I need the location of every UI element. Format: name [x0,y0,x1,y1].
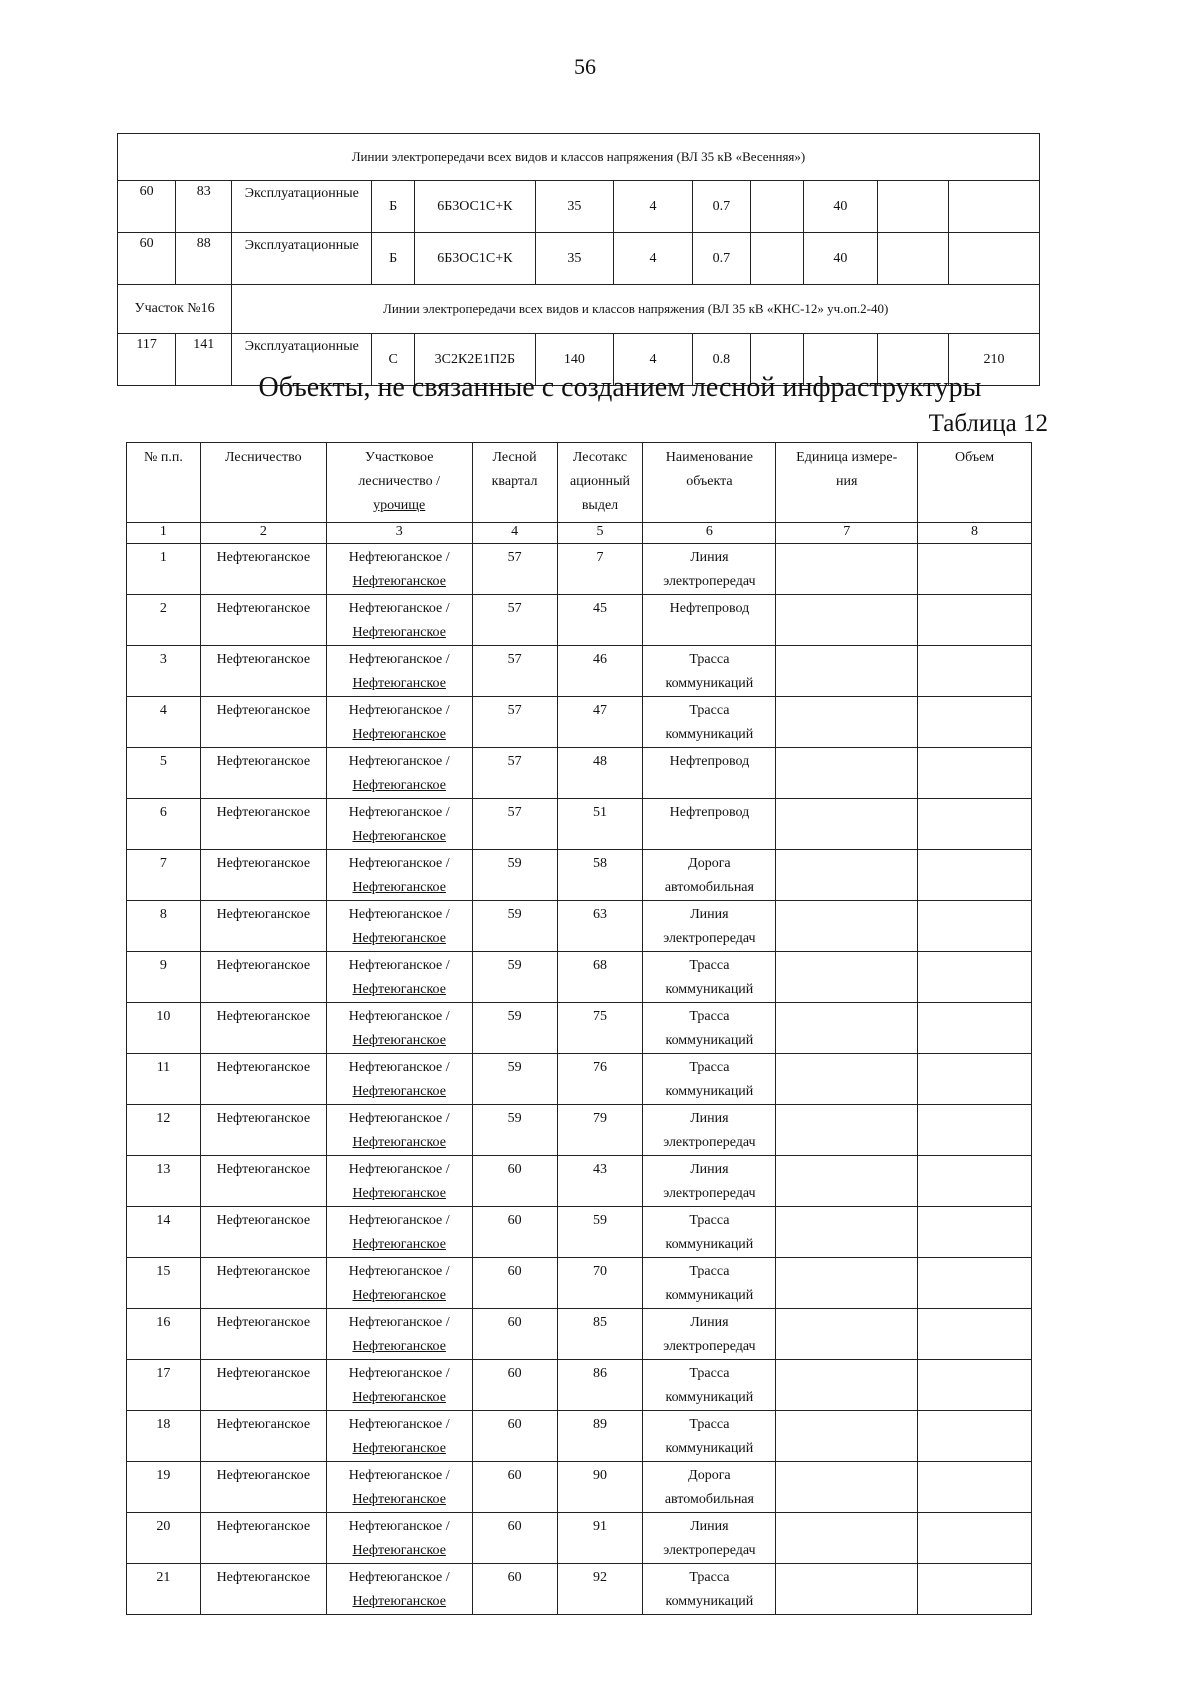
row-object: Трасса коммуникаций [643,1564,776,1615]
cell-plot: 83 [176,181,232,233]
cell-empty [877,233,948,285]
row-number: 14 [127,1207,201,1258]
row-district: Нефтеюганское / Нефтеюганское [326,1003,472,1054]
continuation-header-cell: Линии электропередачи всех видов и классов напряжения (ВЛ 35 кВ «Весенняя») [118,134,1040,181]
row-volume [918,1411,1032,1462]
cell-category: Эксплуатационные [232,334,372,386]
row-number: 12 [127,1105,201,1156]
table-row [127,1258,1032,1309]
row-forestry: Нефтеюганское [200,1513,326,1564]
row-unit [776,544,918,595]
header-district: Участковое лесничество / урочище [326,443,472,523]
row-plot: 75 [557,1003,643,1054]
table-row [127,1309,1032,1360]
row-forestry: Нефтеюганское [200,1207,326,1258]
row-quarter: 60 [472,1411,557,1462]
row-number: 19 [127,1462,201,1513]
cell-quarter: 60 [118,181,176,233]
row-volume [918,952,1032,1003]
cell-category: Эксплуатационные [232,233,372,285]
row-district: Нефтеюганское / Нефтеюганское [326,1360,472,1411]
table-row [127,1105,1032,1156]
row-object: Трасса коммуникаций [643,646,776,697]
row-volume [918,544,1032,595]
row-unit [776,697,918,748]
row-object: Трасса коммуникаций [643,1003,776,1054]
column-number: 2 [200,523,326,544]
row-district: Нефтеюганское / Нефтеюганское [326,1054,472,1105]
cell-empty [750,181,803,233]
row-unit [776,1156,918,1207]
header-unit: Единица измере- ния [776,443,918,523]
table-row [127,1360,1032,1411]
cell-total [949,233,1040,285]
row-plot: 63 [557,901,643,952]
row-district: Нефтеюганское / Нефтеюганское [326,1105,472,1156]
row-volume [918,850,1032,901]
row-forestry: Нефтеюганское [200,1411,326,1462]
row-quarter: 60 [472,1258,557,1309]
row-object: Дорога автомобильная [643,850,776,901]
continuation-row [118,181,1040,233]
table-row [127,799,1032,850]
row-volume [918,748,1032,799]
row-district: Нефтеюганское / Нефтеюганское [326,1309,472,1360]
row-plot: 47 [557,697,643,748]
row-volume [918,1258,1032,1309]
column-number: 4 [472,523,557,544]
cell-class: 4 [614,334,693,386]
cell-quarter: 117 [118,334,176,386]
row-unit [776,799,918,850]
table-row [127,1003,1032,1054]
row-forestry: Нефтеюганское [200,1054,326,1105]
row-unit [776,1513,918,1564]
row-plot: 68 [557,952,643,1003]
row-object: Дорога автомобильная [643,1462,776,1513]
row-unit [776,748,918,799]
row-district: Нефтеюганское / Нефтеюганское [326,646,472,697]
row-plot: 59 [557,1207,643,1258]
row-quarter: 57 [472,748,557,799]
row-quarter: 59 [472,1054,557,1105]
row-volume [918,1156,1032,1207]
cell-group: Б [372,233,415,285]
table-row [127,901,1032,952]
row-forestry: Нефтеюганское [200,748,326,799]
section-label: Участок №16 [118,285,232,334]
row-number: 5 [127,748,201,799]
row-plot: 86 [557,1360,643,1411]
objects-table [126,442,1032,1615]
cell-plot: 88 [176,233,232,285]
row-quarter: 60 [472,1207,557,1258]
cell-value: 40 [804,181,878,233]
cell-quarter: 60 [118,233,176,285]
cell-composition: 3С2К2Е1П2Б [415,334,535,386]
cell-age: 140 [535,334,614,386]
table-row [127,1156,1032,1207]
row-number: 1 [127,544,201,595]
row-forestry: Нефтеюганское [200,1462,326,1513]
table-row [127,1564,1032,1615]
section-title: Объекты, не связанные с созданием лесной инфраструктуры [258,372,982,403]
table-row [127,544,1032,595]
row-number: 20 [127,1513,201,1564]
row-district: Нефтеюганское / Нефтеюганское [326,952,472,1003]
table-row [127,748,1032,799]
row-number: 15 [127,1258,201,1309]
row-number: 2 [127,595,201,646]
table-header-row [127,443,1032,523]
header-object: Наименование объекта [643,443,776,523]
row-volume [918,1003,1032,1054]
column-number: 8 [918,523,1032,544]
row-volume [918,1513,1032,1564]
row-plot: 90 [557,1462,643,1513]
row-volume [918,1564,1032,1615]
row-district: Нефтеюганское / Нефтеюганское [326,1258,472,1309]
row-plot: 51 [557,799,643,850]
row-volume [918,697,1032,748]
row-forestry: Нефтеюганское [200,850,326,901]
cell-group: С [372,334,415,386]
cell-empty [877,181,948,233]
row-volume [918,1054,1032,1105]
row-object: Линия электропередач [643,1513,776,1564]
row-quarter: 59 [472,850,557,901]
row-volume [918,901,1032,952]
table-body [127,544,1032,1615]
row-plot: 89 [557,1411,643,1462]
row-object: Линия электропередач [643,1156,776,1207]
table-row [127,595,1032,646]
table-row [127,1207,1032,1258]
row-volume [918,1462,1032,1513]
row-number: 7 [127,850,201,901]
row-plot: 91 [557,1513,643,1564]
row-number: 6 [127,799,201,850]
row-quarter: 60 [472,1360,557,1411]
column-number: 1 [127,523,201,544]
row-district: Нефтеюганское / Нефтеюганское [326,595,472,646]
row-plot: 45 [557,595,643,646]
header-plot: Лесотакс ационный выдел [557,443,643,523]
column-number: 3 [326,523,472,544]
row-district: Нефтеюганское / Нефтеюганское [326,1564,472,1615]
row-unit [776,1309,918,1360]
row-district: Нефтеюганское / Нефтеюганское [326,1513,472,1564]
cell-value: 40 [804,233,878,285]
page-number: 56 [574,54,596,79]
column-number: 5 [557,523,643,544]
table-label: Таблица 12 [928,410,1048,437]
cell-empty [750,233,803,285]
row-unit [776,850,918,901]
row-forestry: Нефтеюганское [200,1258,326,1309]
row-unit [776,595,918,646]
row-forestry: Нефтеюганское [200,799,326,850]
row-quarter: 59 [472,1105,557,1156]
row-number: 13 [127,1156,201,1207]
row-district: Нефтеюганское / Нефтеюганское [326,1462,472,1513]
cell-composition: 6Б3ОС1С+К [415,233,535,285]
row-forestry: Нефтеюганское [200,646,326,697]
row-district: Нефтеюганское / Нефтеюганское [326,901,472,952]
row-forestry: Нефтеюганское [200,952,326,1003]
row-number: 16 [127,1309,201,1360]
row-unit [776,646,918,697]
row-unit [776,901,918,952]
row-number: 11 [127,1054,201,1105]
header-quarter: Лесной квартал [472,443,557,523]
row-unit [776,1207,918,1258]
cell-plot: 141 [176,334,232,386]
row-unit [776,952,918,1003]
row-plot: 79 [557,1105,643,1156]
row-quarter: 60 [472,1462,557,1513]
row-number: 18 [127,1411,201,1462]
table-row [127,646,1032,697]
cell-total [949,181,1040,233]
row-forestry: Нефтеюганское [200,1105,326,1156]
row-volume [918,646,1032,697]
row-volume [918,1105,1032,1156]
row-unit [776,1258,918,1309]
row-district: Нефтеюганское / Нефтеюганское [326,799,472,850]
row-unit [776,1003,918,1054]
row-plot: 58 [557,850,643,901]
table-row [127,1462,1032,1513]
cell-density: 0.7 [692,181,750,233]
column-number: 7 [776,523,918,544]
row-plot: 7 [557,544,643,595]
cell-density: 0.8 [692,334,750,386]
row-unit [776,1360,918,1411]
table-row [127,952,1032,1003]
row-quarter: 57 [472,544,557,595]
continuation-header-row [118,134,1040,181]
header-forestry: Лесничество [200,443,326,523]
row-quarter: 57 [472,595,557,646]
row-volume [918,595,1032,646]
row-district: Нефтеюганское / Нефтеюганское [326,1207,472,1258]
row-quarter: 57 [472,646,557,697]
row-forestry: Нефтеюганское [200,1360,326,1411]
row-quarter: 59 [472,952,557,1003]
row-quarter: 60 [472,1156,557,1207]
row-volume [918,1207,1032,1258]
header-volume: Объем [918,443,1032,523]
row-quarter: 60 [472,1309,557,1360]
row-unit [776,1411,918,1462]
cell-age: 35 [535,181,614,233]
cell-composition: 6Б3ОС1С+К [415,181,535,233]
row-number: 10 [127,1003,201,1054]
column-number: 6 [643,523,776,544]
row-district: Нефтеюганское / Нефтеюганское [326,850,472,901]
row-object: Линия электропередач [643,901,776,952]
row-number: 8 [127,901,201,952]
row-unit [776,1054,918,1105]
row-plot: 92 [557,1564,643,1615]
table-row [127,1054,1032,1105]
row-object: Нефтепровод [643,748,776,799]
continuation-section-row [118,285,1040,334]
row-object: Трасса коммуникаций [643,697,776,748]
row-district: Нефтеюганское / Нефтеюганское [326,1156,472,1207]
row-number: 4 [127,697,201,748]
row-object: Линия электропередач [643,1105,776,1156]
row-forestry: Нефтеюганское [200,595,326,646]
row-plot: 85 [557,1309,643,1360]
row-object: Трасса коммуникаций [643,1207,776,1258]
row-quarter: 60 [472,1513,557,1564]
row-volume [918,799,1032,850]
row-volume [918,1360,1032,1411]
row-forestry: Нефтеюганское [200,1564,326,1615]
row-quarter: 60 [472,1564,557,1615]
row-quarter: 59 [472,1003,557,1054]
row-plot: 43 [557,1156,643,1207]
cell-density: 0.7 [692,233,750,285]
row-forestry: Нефтеюганское [200,1003,326,1054]
continuation-table [117,133,1040,386]
row-district: Нефтеюганское / Нефтеюганское [326,697,472,748]
row-district: Нефтеюганское / Нефтеюганское [326,544,472,595]
row-number: 21 [127,1564,201,1615]
cell-category: Эксплуатационные [232,181,372,233]
row-object: Трасса коммуникаций [643,1360,776,1411]
table-row [127,697,1032,748]
row-number: 17 [127,1360,201,1411]
row-forestry: Нефтеюганское [200,901,326,952]
row-unit [776,1564,918,1615]
row-object: Трасса коммуникаций [643,1411,776,1462]
row-plot: 48 [557,748,643,799]
continuation-row [118,233,1040,285]
row-quarter: 57 [472,799,557,850]
cell-group: Б [372,181,415,233]
table-row [127,1411,1032,1462]
row-forestry: Нефтеюганское [200,1309,326,1360]
section-title-cell: Линии электропередачи всех видов и классов напряжения (ВЛ 35 кВ «КНС-12» уч.оп.2-40) [232,285,1040,334]
row-object: Трасса коммуникаций [643,1054,776,1105]
row-number: 9 [127,952,201,1003]
row-object: Трасса коммуникаций [643,952,776,1003]
row-unit [776,1105,918,1156]
table-row [127,850,1032,901]
row-plot: 76 [557,1054,643,1105]
row-forestry: Нефтеюганское [200,544,326,595]
row-district: Нефтеюганское / Нефтеюганское [326,748,472,799]
column-number-row [127,523,1032,544]
row-plot: 70 [557,1258,643,1309]
cell-class: 4 [614,181,693,233]
header-number: № п.п. [127,443,201,523]
row-district: Нефтеюганское / Нефтеюганское [326,1411,472,1462]
row-unit [776,1462,918,1513]
row-quarter: 59 [472,901,557,952]
row-forestry: Нефтеюганское [200,1156,326,1207]
row-number: 3 [127,646,201,697]
row-plot: 46 [557,646,643,697]
row-object: Нефтепровод [643,799,776,850]
row-object: Линия электропередач [643,544,776,595]
row-quarter: 57 [472,697,557,748]
row-object: Трасса коммуникаций [643,1258,776,1309]
cell-age: 35 [535,233,614,285]
table-row [127,1513,1032,1564]
row-object: Линия электропередач [643,1309,776,1360]
cell-class: 4 [614,233,693,285]
row-forestry: Нефтеюганское [200,697,326,748]
cell-total: 210 [949,334,1040,386]
row-volume [918,1309,1032,1360]
row-object: Нефтепровод [643,595,776,646]
